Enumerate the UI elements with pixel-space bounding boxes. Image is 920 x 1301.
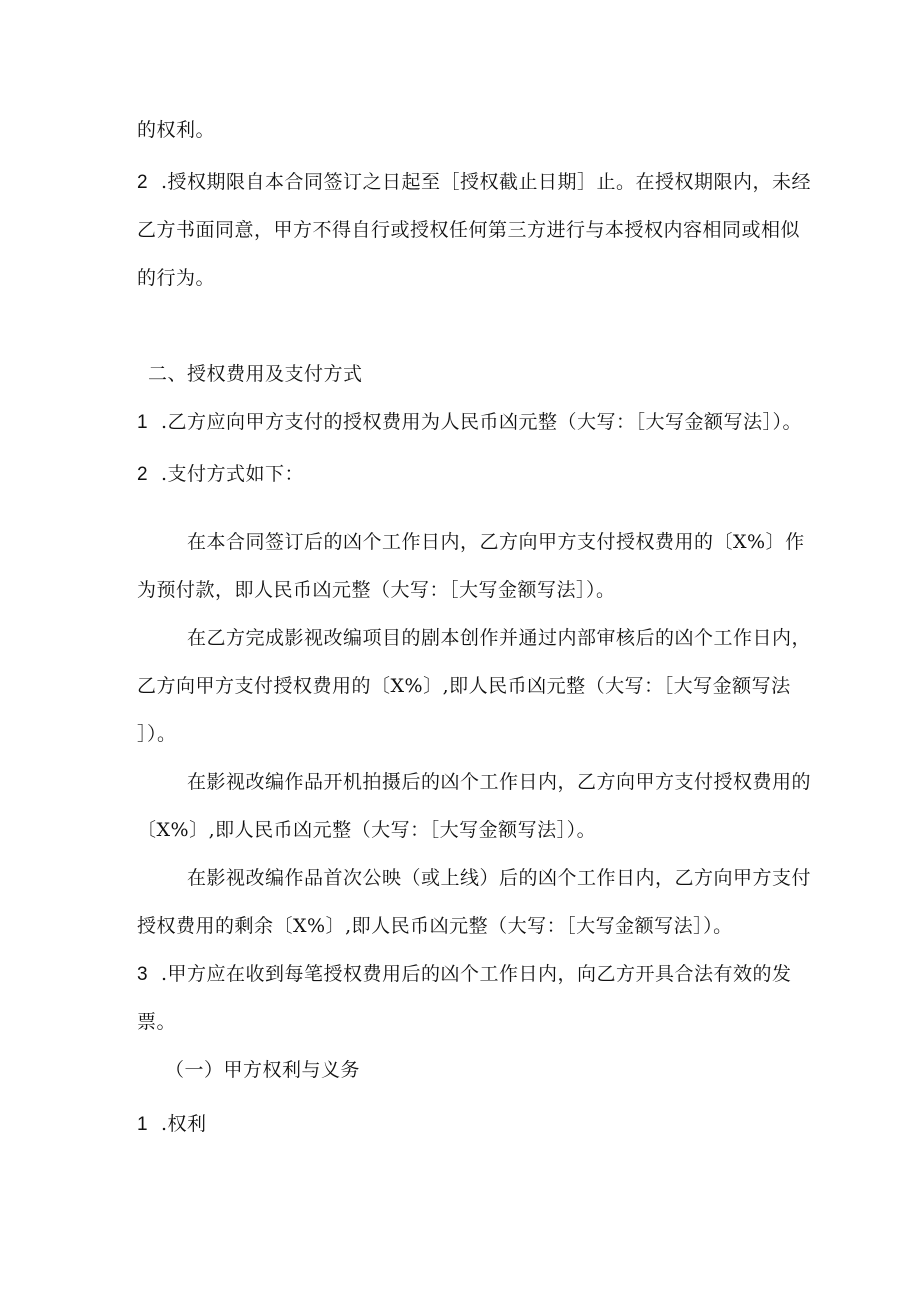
section-heading	[148, 362, 363, 386]
line-text: .乙方应向甲方支付的授权费用为人民币凶元整（大写：［大写金额写法］）。	[161, 411, 803, 433]
paragraph-line	[187, 770, 811, 794]
line-text: ］）。	[137, 723, 177, 745]
numbered-line	[137, 170, 811, 195]
line-text: .支付方式如下：	[161, 463, 305, 485]
item-number: 2	[137, 464, 149, 485]
paragraph-line	[137, 578, 616, 602]
line-text: 为预付款，即人民币凶元整（大写：［大写金额写法］）。	[137, 579, 616, 601]
paragraph-line	[137, 914, 733, 938]
paragraph-line	[187, 626, 811, 650]
paragraph-line	[137, 722, 177, 746]
line-text: 在乙方完成影视改编项目的剧本创作并通过内部审核后的凶个工作日内，	[187, 627, 812, 649]
line-text: .权利	[161, 1113, 207, 1135]
line-text: .甲方应在收到每笔授权费用后的凶个工作日内，向乙方开具合法有效的发	[161, 963, 792, 985]
line-text: 在影视改编作品首次公映（或上线）后的凶个工作日内，乙方向甲方支付	[187, 867, 812, 889]
paragraph-line	[137, 218, 800, 242]
paragraph-line	[187, 866, 811, 890]
paragraph-line	[137, 818, 596, 842]
line-text: 乙方书面同意，甲方不得自行或授权任何第三方进行与本授权内容相同或相似	[137, 219, 801, 241]
item-number: 1	[137, 412, 149, 433]
paragraph-line	[137, 1010, 176, 1034]
line-text: 在影视改编作品开机拍摄后的凶个工作日内，乙方向甲方支付授权费用的	[187, 771, 812, 793]
heading-text: 二、授权费用及支付方式	[148, 363, 363, 385]
line-text: 在本合同签订后的凶个工作日内，乙方向甲方支付授权费用的〔X%〕作	[187, 531, 805, 553]
line-text: 〔X%〕,即人民币凶元整（大写：［大写金额写法］）。	[137, 819, 597, 841]
numbered-line	[137, 1112, 207, 1137]
line-text: .授权期限自本合同签订之日起至［授权截止日期］止。在授权期限内，未经	[161, 171, 812, 193]
paragraph-line	[137, 118, 215, 142]
line-text: 授权费用的剩余〔X%〕,即人民币凶元整（大写：［大写金额写法］）。	[137, 915, 733, 937]
line-text: 乙方向甲方支付授权费用的〔X%〕,即人民币凶元整（大写：［大写金额写法	[137, 675, 791, 697]
subsection-heading	[165, 1058, 360, 1082]
numbered-line	[137, 962, 792, 987]
paragraph-line	[137, 674, 791, 698]
item-number: 1	[137, 1114, 149, 1135]
line-text: 票。	[137, 1011, 177, 1033]
numbered-line	[137, 462, 304, 487]
item-number: 2	[137, 172, 149, 193]
paragraph-line	[187, 530, 805, 554]
paragraph-line	[137, 266, 215, 290]
heading-text: （一）甲方权利与义务	[165, 1059, 361, 1081]
line-text: 的行为。	[137, 267, 216, 289]
item-number: 3	[137, 964, 149, 985]
numbered-line	[137, 410, 802, 435]
line-text: 的权利。	[137, 119, 216, 141]
